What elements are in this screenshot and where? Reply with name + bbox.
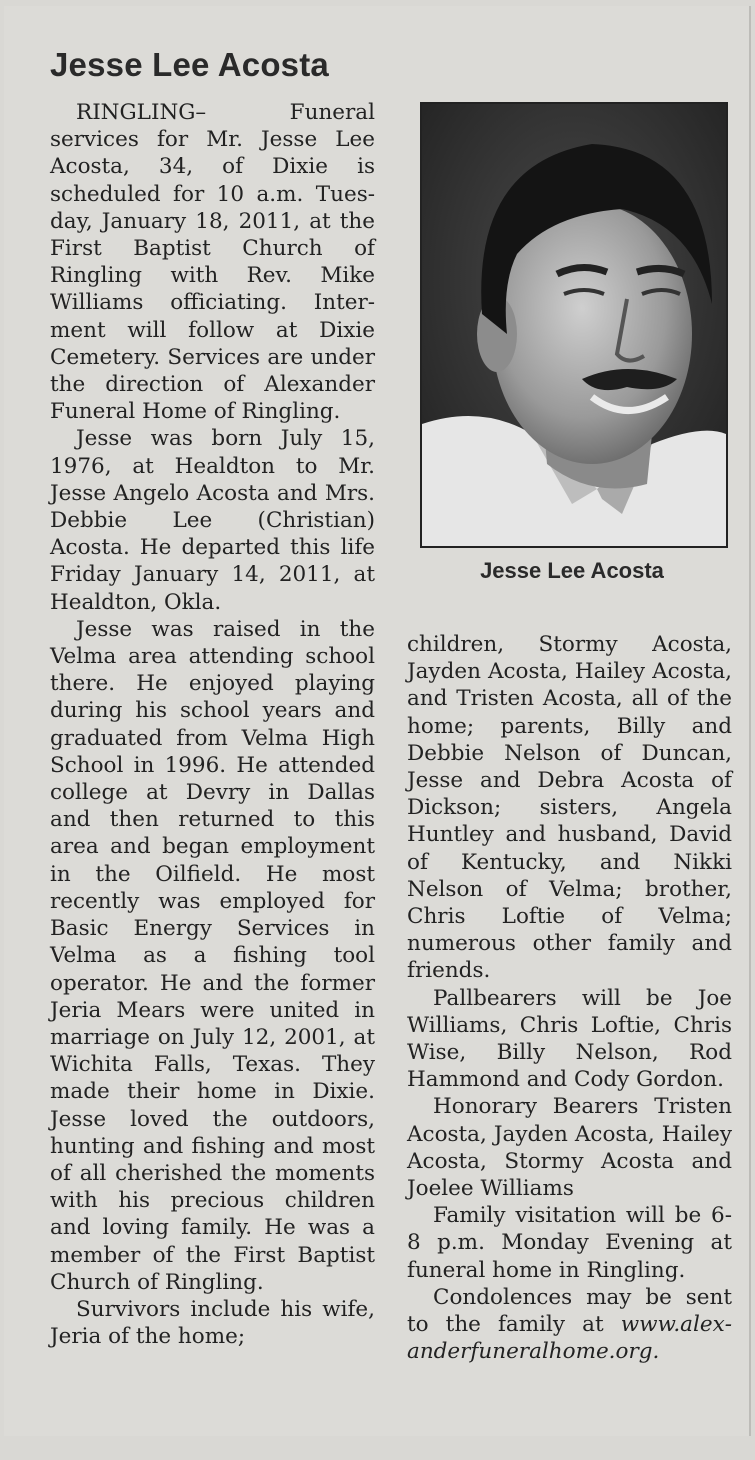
portrait-image: [422, 104, 726, 546]
paragraph-funeral-services: RINGLING– Funeral services for Mr. Jesse Lee Acosta, 34, of Dixie is scheduled for 10 a.m. Tuesday, January 18, 2011, at the First Baptist Church of Ringling with Rev. Mike Williams officiating. Interment will follow at Dixie Cemetery. Services are under the direction of Alexander Funeral Home of Ringling.: [50, 100, 375, 425]
portrait-photo: [420, 102, 728, 548]
photo-caption: Jesse Lee Acosta: [480, 558, 664, 583]
paragraph-condolences: [407, 1284, 732, 1366]
paragraph-pallbearers: Pallbearers will be Joe Williams, Chris Loftie, Chris Wise, Billy Nelson, Rod Hammond and Cody Gordon.: [407, 985, 732, 1093]
paragraph-life: Jesse was raised in the Velma area attending school there. He enjoyed playing during his school years and graduated from Velma High School in 1996. He attended college at Devry in Dallas and then returned to this area and began employment in the Oilfield. He most recently was employed for Basic Energy Services in Velma as a fishing tool operator. He and the former Jeria Mears were united in marriage on July 12, 2001, at Wichita Falls, Texas. They made their home in Dixie. Jesse loved the outdoors, hunting and fishing and most of all cherished the moments with his precious children and loving family. He was a member of the First Baptist Church of Ringling.: [50, 616, 375, 1295]
paragraph-survivors-continued: children, Stormy Acosta, Jayden Acosta, Hailey Acosta, and Tristen Acosta, all of the home; parents, Billy and Debbie Nelson of Duncan, Jesse and Debra Acosta of Dickson; sisters, Angela Huntley and husband, David of Kentucky, and Nikki Nelson of Velma; brother, Chris Loftie of Velma; numerous other family and friends.: [407, 632, 732, 984]
paragraph-honorary-bearers: Honorary Bearers Tristen Acosta, Jayden Acosta, Hailey Acosta, Stormy Acosta and Joelee Williams: [407, 1094, 732, 1202]
funeral-home-website: www.alexanderfuneralhome.org.: [407, 1312, 732, 1365]
paragraph-survivors: Survivors include his wife, Jeria of the home;: [50, 1296, 375, 1350]
article-column-left: [50, 99, 375, 1350]
newspaper-clipping: [4, 6, 751, 1436]
paragraph-birth: Jesse was born July 15, 1976, at Healdton to Mr. Jesse Angelo Acosta and Mrs. Debbie Lee (Christian) Acosta. He departed this life Friday January 14, 2011, at Healdton, Okla.: [50, 426, 375, 615]
article-column-right: [407, 631, 732, 1365]
paragraph-visitation: Family visitation will be 6-8 p.m. Monday Evening at funeral home in Ringling.: [407, 1203, 732, 1283]
obituary-headline: Jesse Lee Acosta: [50, 46, 329, 83]
condolences-text: Condolences may be sent to the family at: [407, 1284, 732, 1338]
